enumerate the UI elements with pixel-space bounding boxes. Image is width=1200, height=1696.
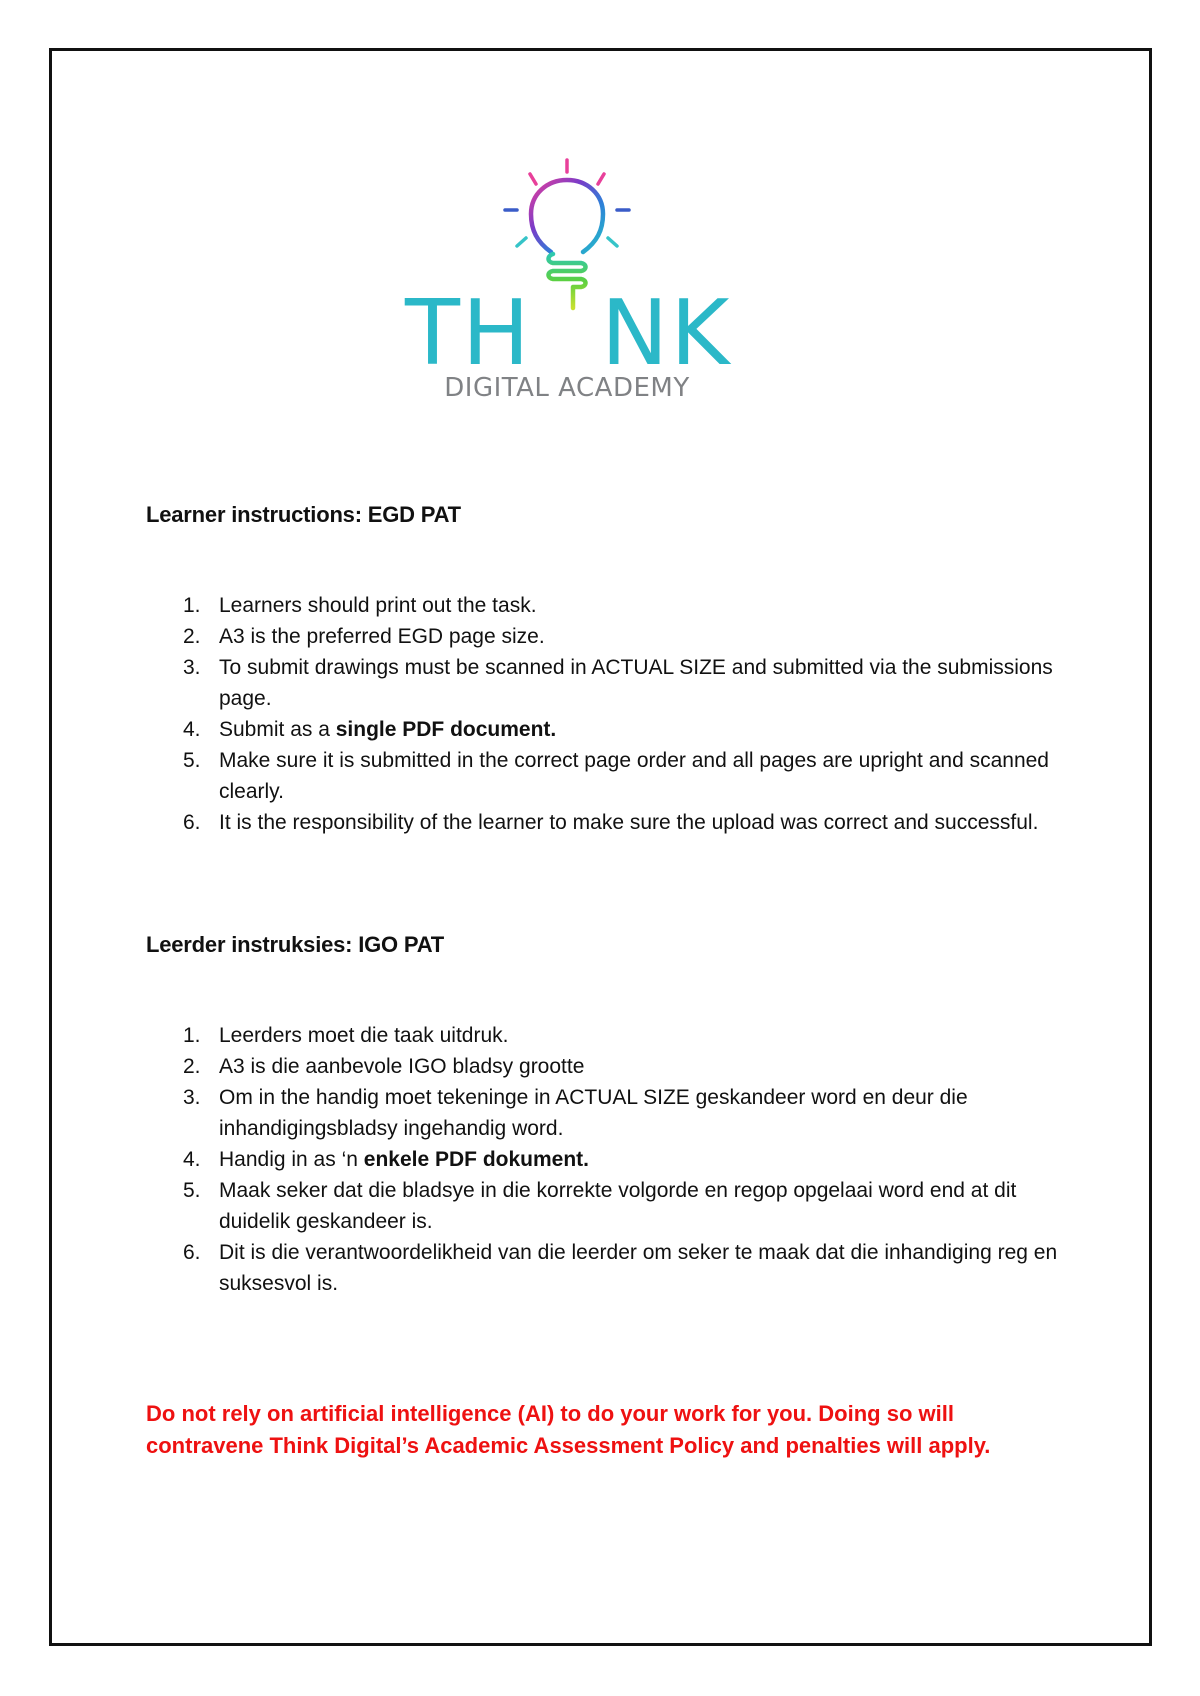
english-instructions-heading: Learner instructions: EGD PAT (146, 502, 461, 527)
logo-wordmark-nk: NK (601, 281, 732, 386)
logo-wordmark-th: TH (405, 281, 532, 386)
logo-subtitle: DIGITAL ACADEMY (444, 373, 690, 403)
ai-policy-warning: Do not rely on artificial intelligence (AI) to do your work for you. Doing so will contravene Think Digital’s Academic Assessment Policy and penalties will apply. (146, 1401, 991, 1458)
list-item: 2. A3 is the preferred EGD page size. (183, 625, 545, 648)
think-digital-academy-logo (405, 158, 755, 438)
list-item: 3. To submit drawings must be scanned in ACTUAL SIZE and submitted via the submissions page. (183, 656, 1053, 710)
afrikaans-instructions-heading: Leerder instruksies: IGO PAT (146, 932, 445, 957)
list-item: 4. Handig in as ‘n enkele PDF dokument. (183, 1148, 589, 1171)
list-item: 1. Leerders moet die taak uitdruk. (183, 1024, 509, 1047)
list-item: 5. Maak seker dat die bladsye in die korrekte volgorde en regop opgelaai word end at dit duidelik geskandeer is. (183, 1179, 1017, 1233)
list-item: 1. Learners should print out the task. (183, 594, 537, 617)
list-item: 4. Submit as a single PDF document. (183, 718, 557, 741)
list-item: 5. Make sure it is submitted in the correct page order and all pages are upright and scanned clearly. (183, 749, 1049, 803)
afrikaans-instructions-list (146, 1020, 1066, 1299)
list-item: 2. A3 is die aanbevole IGO bladsy grootte (183, 1055, 585, 1078)
list-item: 6. Dit is die verantwoordelikheid van die leerder om seker te maak dat die inhandiging reg en suksesvol is. (183, 1241, 1058, 1295)
list-item: 6. It is the responsibility of the learner to make sure the upload was correct and successful. (183, 811, 1039, 834)
list-item: 3. Om in the handig moet tekeninge in ACTUAL SIZE geskandeer word en deur die inhandigingsbladsy ingehandig word. (183, 1086, 968, 1140)
english-instructions-list (146, 590, 1066, 838)
